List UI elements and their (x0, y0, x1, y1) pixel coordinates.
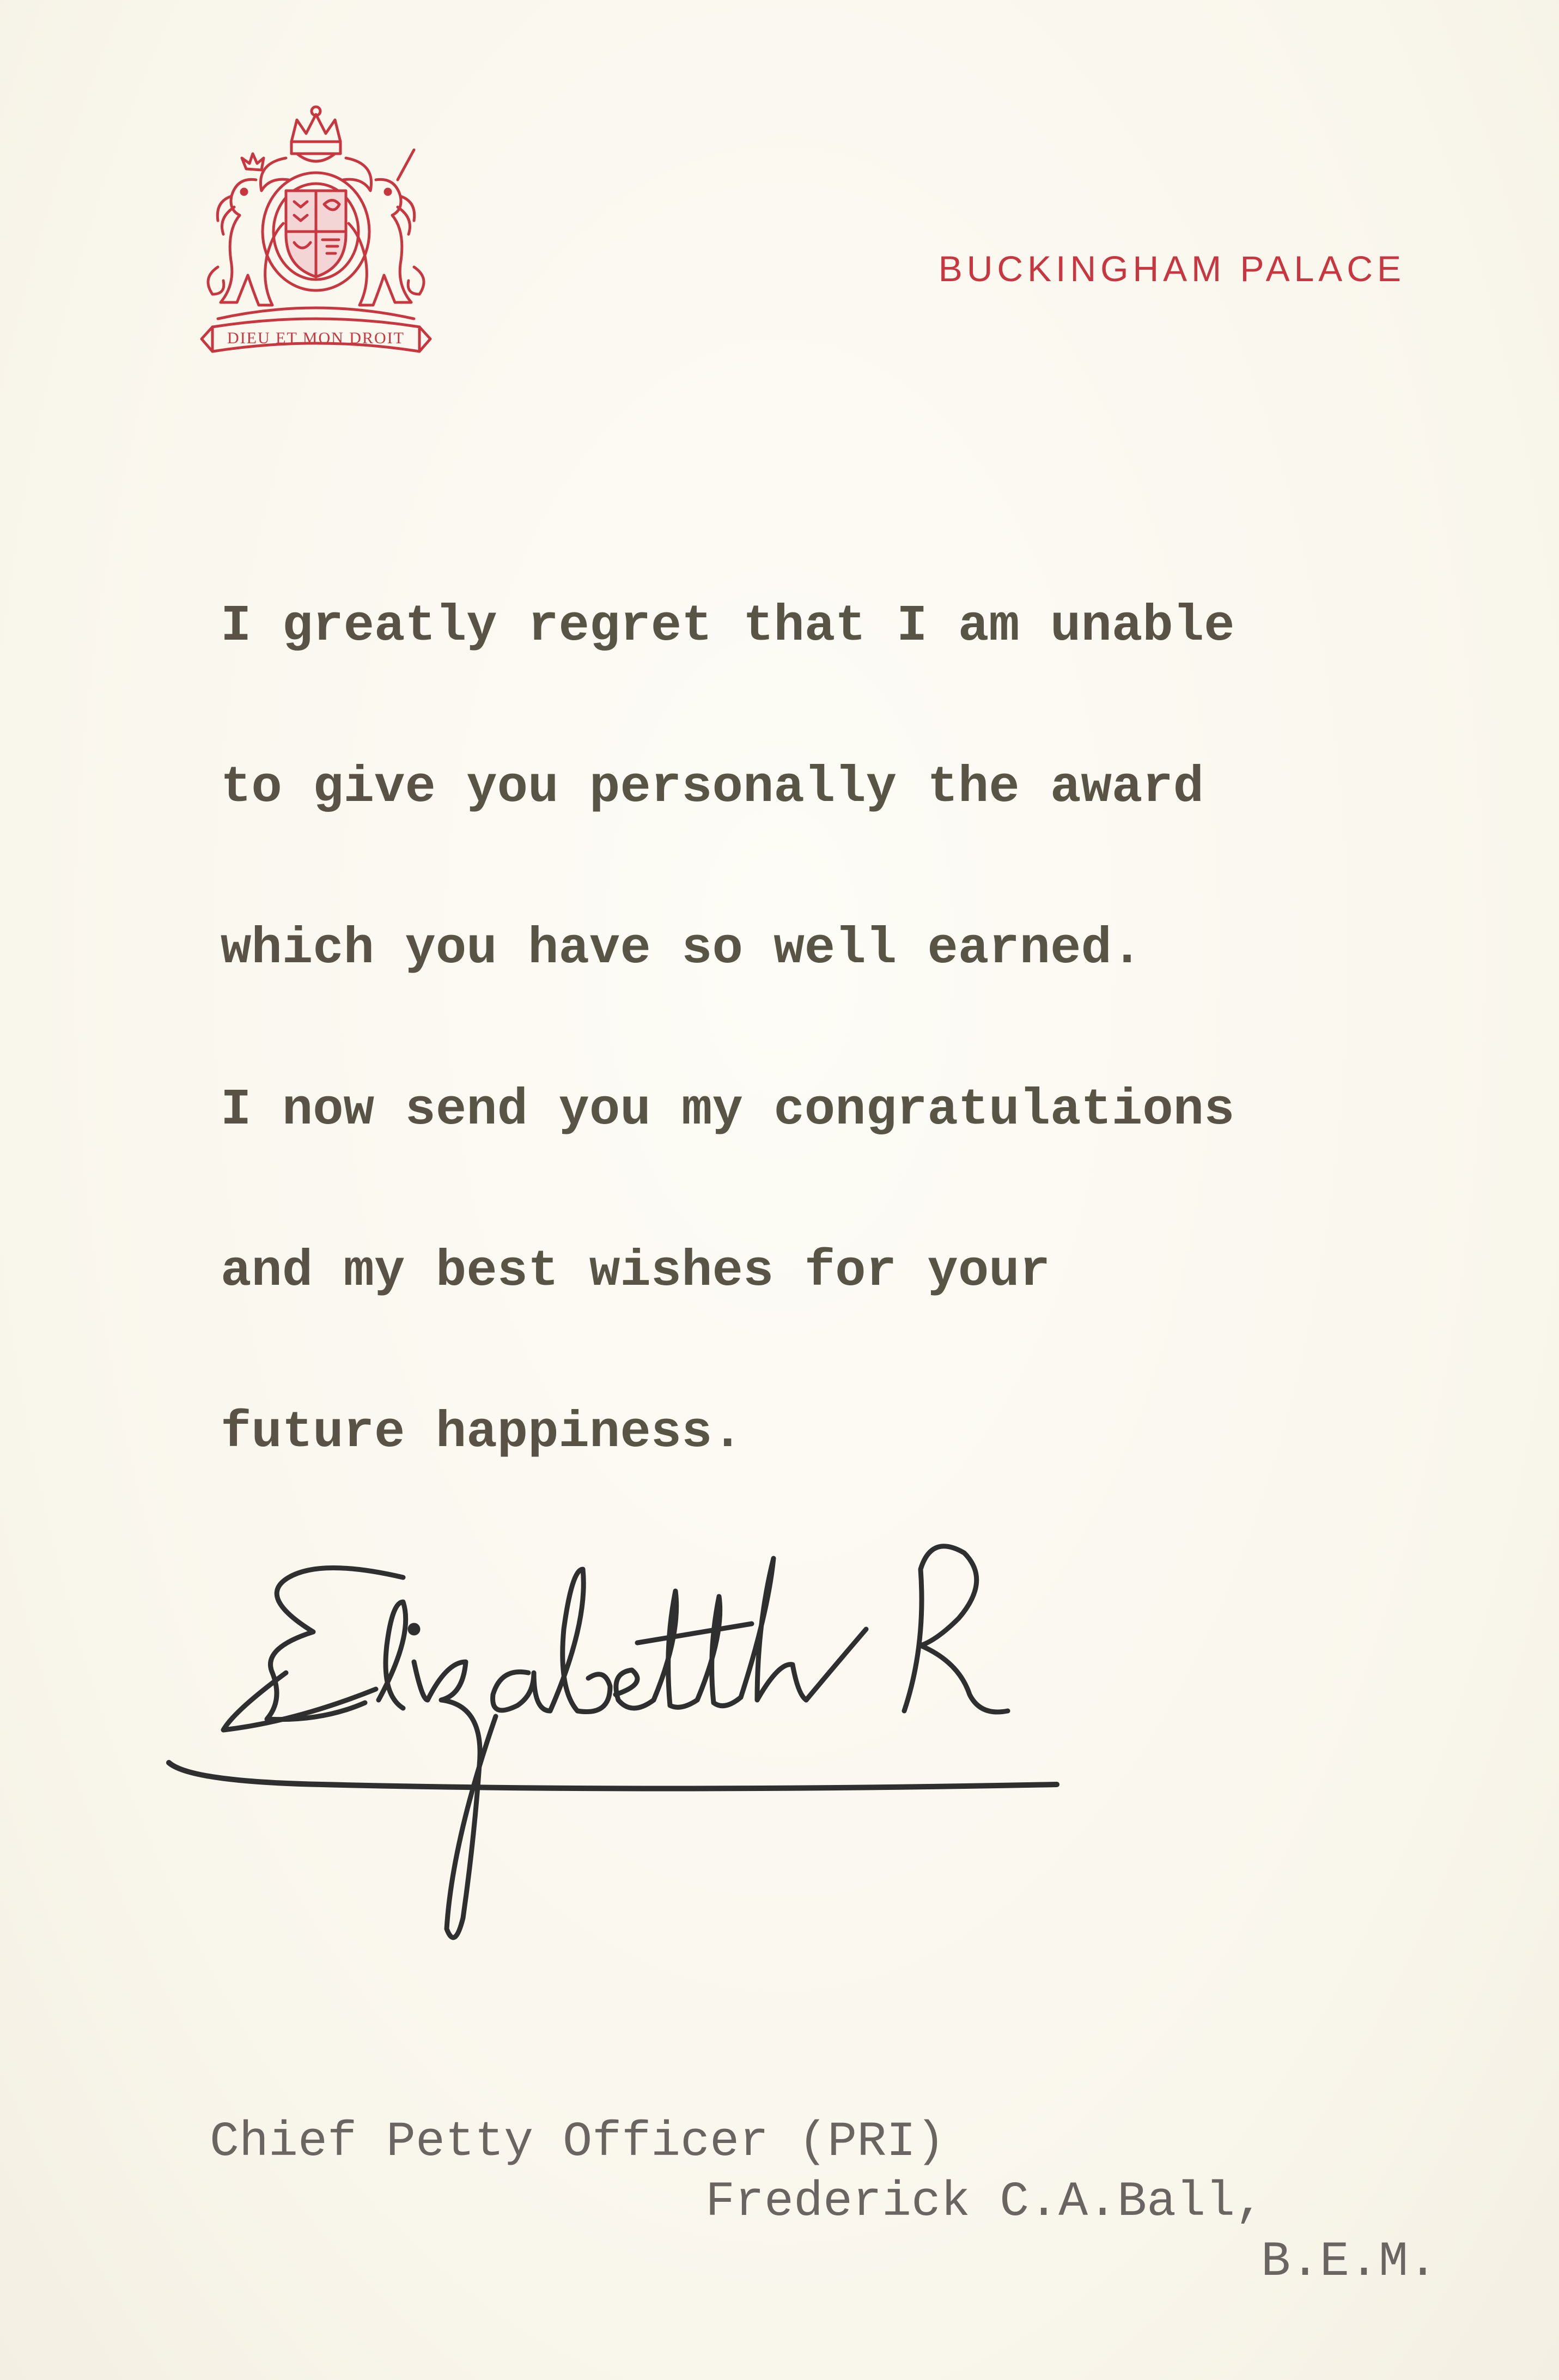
addressee-rank: Chief Petty Officer (PRI) (210, 2115, 946, 2170)
letter-body (221, 591, 1365, 1559)
letter-line: to give you personally the award (221, 759, 1204, 817)
letter-line: I now send you my congratulations (221, 1082, 1235, 1139)
letterhead-address: BUCKINGHAM PALACE (938, 248, 1405, 289)
addressee-honour: B.E.M. (1261, 2235, 1438, 2290)
letter-line: I greatly regret that I am unable (221, 598, 1235, 655)
letter-line: and my best wishes for your (221, 1243, 1051, 1301)
crest-motto: DIEU ET MON DROIT (227, 329, 405, 347)
addressee-name: Frederick C.A.Ball, (705, 2175, 1265, 2230)
signature (158, 1537, 1356, 2054)
royal-coat-of-arms-icon (180, 104, 452, 365)
letter-line: which you have so well earned. (221, 920, 1143, 978)
letter-line: future happiness. (221, 1404, 743, 1462)
